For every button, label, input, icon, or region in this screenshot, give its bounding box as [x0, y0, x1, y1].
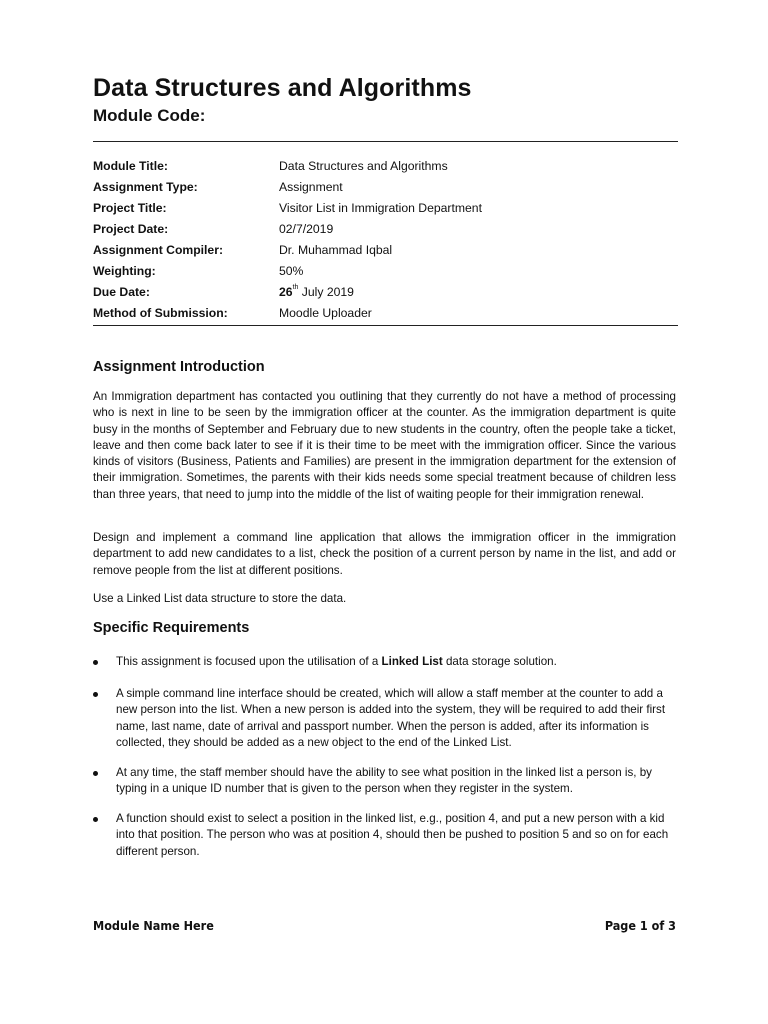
module-code-label: Module Code:: [93, 106, 206, 125]
requirement-item: [93, 686, 676, 751]
module-info-table: [93, 155, 678, 323]
info-label: Method of Submission:: [93, 305, 228, 320]
info-value: Data Structures and Algorithms: [279, 158, 448, 173]
footer-page-number: Page 1 of 3: [604, 918, 676, 933]
requirement-item: [93, 654, 676, 670]
bullet-icon: [93, 654, 116, 670]
bullet-icon: [93, 686, 116, 751]
info-value: Moodle Uploader: [279, 305, 372, 320]
requirement-text: [116, 654, 676, 670]
section-heading-introduction: Assignment Introduction: [93, 359, 265, 375]
requirement-item: [93, 811, 676, 860]
info-row-project-title: [93, 197, 678, 218]
info-row-method-of-submission: [93, 302, 678, 323]
info-row-assignment-type: [93, 176, 678, 197]
footer-module-name: Module Name Here: [93, 918, 214, 933]
bullet-icon: [93, 765, 116, 798]
section-heading-requirements: Specific Requirements: [93, 620, 250, 636]
info-value: Assignment: [279, 179, 343, 194]
info-value: Dr. Muhammad Iqbal: [279, 242, 393, 257]
due-date-rest: July 2019: [298, 284, 354, 299]
info-row-assignment-compiler: [93, 239, 678, 260]
intro-paragraph: Design and implement a command line application that allows the immigration officer in the immigration department to add new candidates to a list, check the position of a current person by name in the list, and add or remove people from the list at different positions.: [93, 531, 676, 577]
info-value: Visitor List in Immigration Department: [279, 200, 482, 215]
document-title: Data Structures and Algorithms: [93, 74, 472, 102]
info-label: Assignment Type:: [93, 179, 198, 194]
intro-paragraph: Use a Linked List data structure to store the data.: [93, 592, 347, 605]
info-row-weighting: [93, 260, 678, 281]
module-code-heading: [93, 106, 205, 126]
intro-paragraph: An Immigration department has contacted you outlining that they currently do not have a method of processing who is next in line to be seen by the immigration officer at the counter. As the immigration department is quite busy in the months of September and February due to new students in the country, often the people take a ticket, leave and then come back later to see if it is their time to be meet with the immigration officer. Since the various kinds of visitors (Business, Patients and Families) are present in the immigration department for the extension of their immigration. Sometimes, the parents with their kids needs some special treatment because of children less than three years, that need to jump into the middle of the list of waiting people for their immigration renewal.: [93, 390, 676, 501]
requirement-text: A simple command line interface should be created, which will allow a staff member at the counter to add a new person into the list. When a new person is added into the system, they will be required to add their first name, last name, date of arrival and passport number. When the person is added, after its information is collected, they should be added as a new object to the end of the Linked List.: [116, 687, 666, 749]
info-value: 02/7/2019: [279, 221, 334, 236]
header-divider-top: [93, 141, 678, 142]
requirement-text: At any time, the staff member should have the ability to see what position in the linked list a person is, by typing in a unique ID number that is given to the person when they register in the system.: [116, 766, 652, 796]
info-label: Assignment Compiler:: [93, 242, 224, 257]
due-date-suffix: th: [292, 283, 299, 291]
due-date-day: 26: [279, 284, 293, 299]
info-value: 50%: [279, 263, 304, 278]
info-row-project-date: [93, 218, 678, 239]
info-row-due-date: [93, 281, 678, 302]
info-label: Project Date:: [93, 221, 169, 236]
requirement-text-bold: Linked List: [381, 655, 443, 668]
info-value: [279, 285, 678, 299]
requirement-text-after: data storage solution.: [442, 655, 557, 668]
info-label: Weighting:: [93, 263, 156, 278]
info-row-module-title: [93, 155, 678, 176]
info-label: Project Title:: [93, 200, 167, 215]
requirement-text: A function should exist to select a position in the linked list, e.g., position 4, and put a new person with a kid into that position. The person who was at position 4, should then be pushed to position 5 and so on for each different person.: [116, 812, 669, 858]
bullet-icon: [93, 811, 116, 860]
requirement-item: [93, 765, 676, 798]
info-label: Due Date:: [93, 284, 150, 299]
info-label: Module Title:: [93, 158, 168, 173]
requirement-text-before: This assignment is focused upon the utilisation of a: [116, 655, 382, 668]
header-divider-bottom: [93, 325, 678, 326]
